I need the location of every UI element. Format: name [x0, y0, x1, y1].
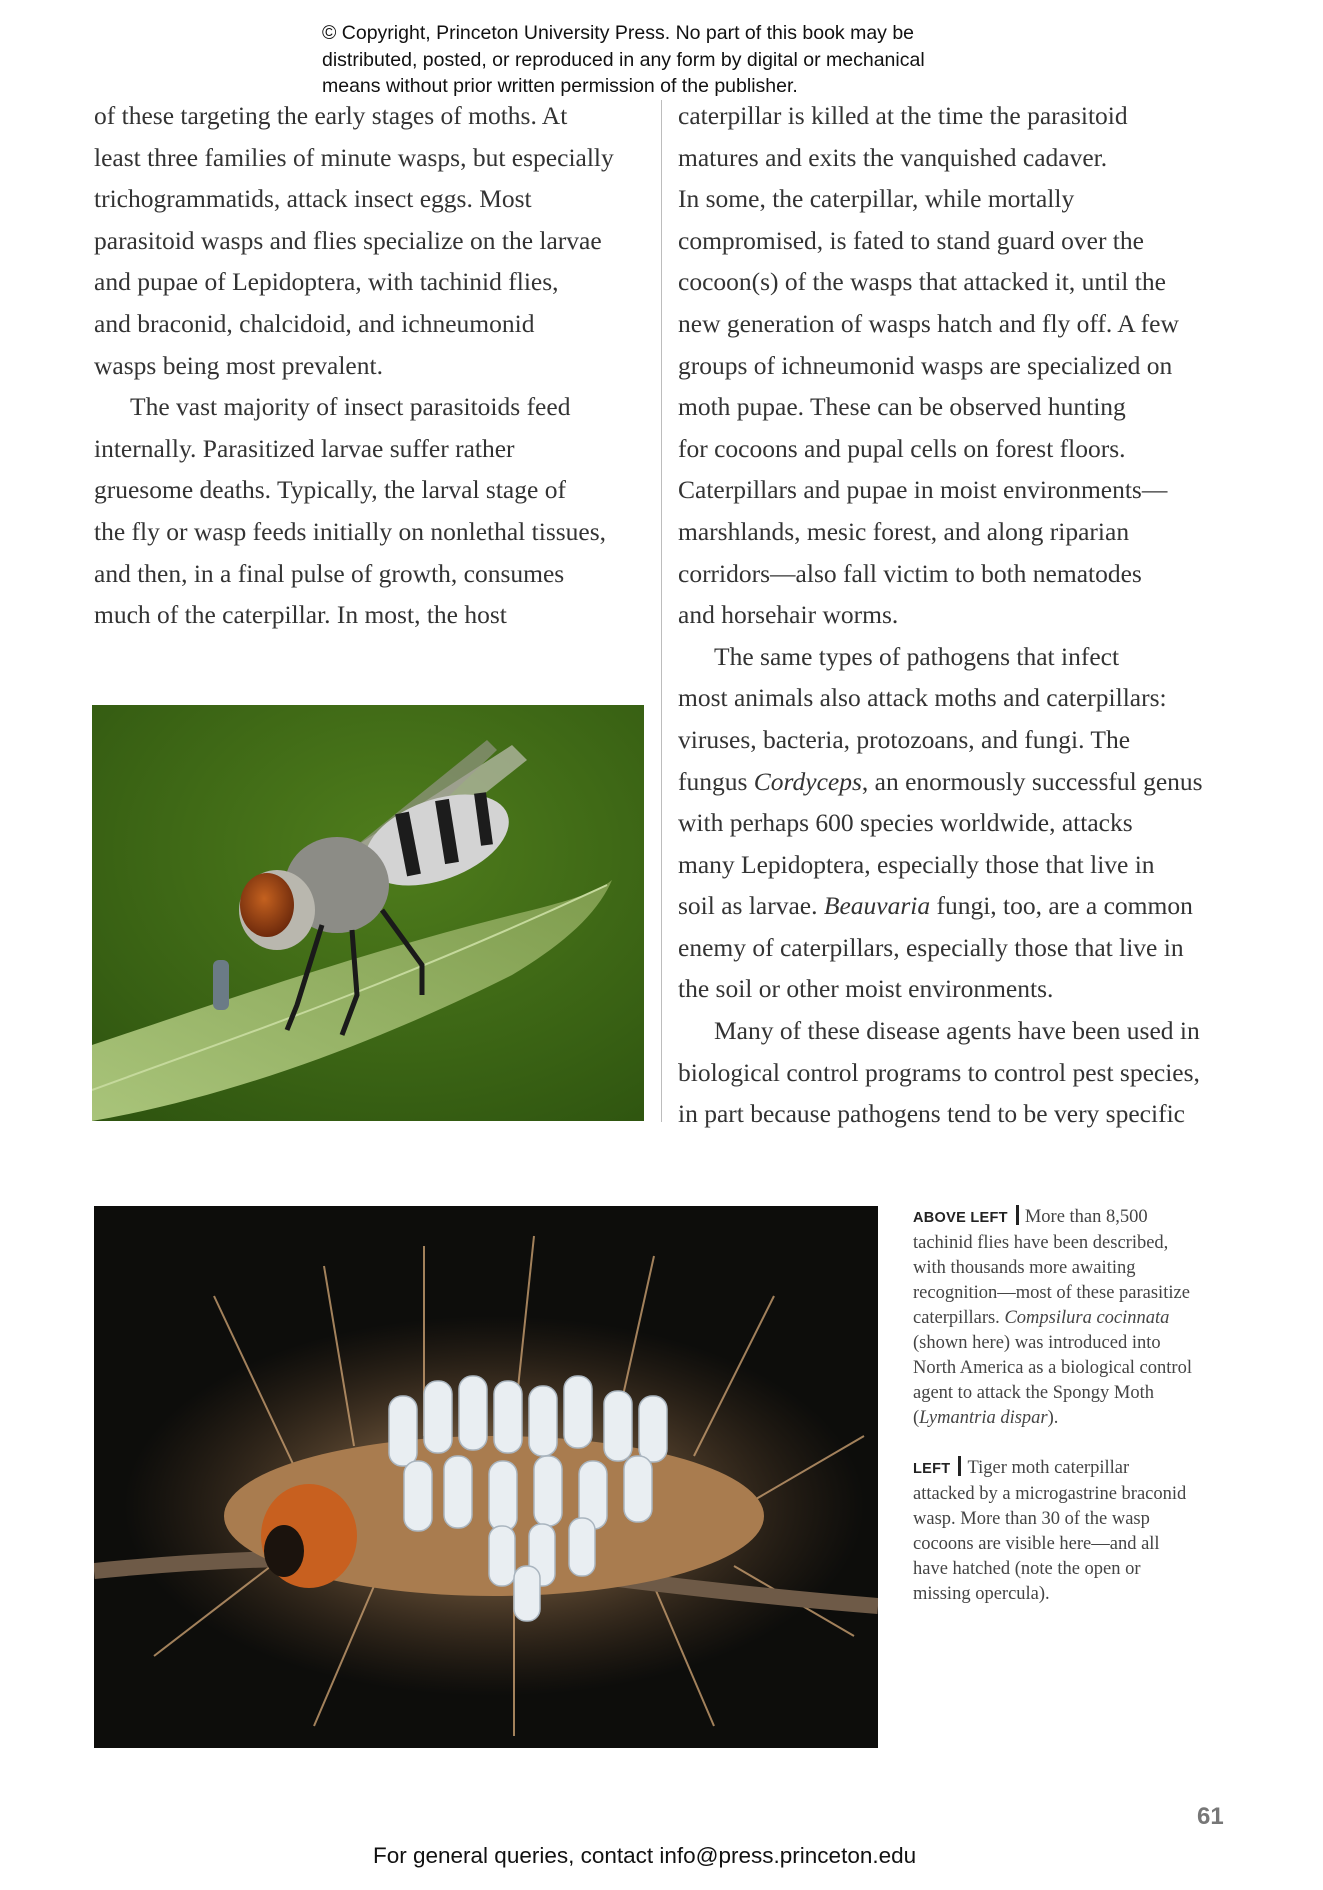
caption-separator	[958, 1456, 961, 1476]
text-line: new generation of wasps hatch and fly off. A few	[678, 308, 1179, 338]
cocoon	[459, 1376, 487, 1450]
text-run: , an enormously successful genus	[861, 766, 1203, 796]
text-run: ).	[1047, 1408, 1059, 1428]
caption-left	[913, 1456, 1233, 1607]
abdomen-band	[442, 800, 452, 863]
tachinid-fly-photo	[92, 705, 644, 1121]
caption-line	[913, 1306, 1233, 1331]
species-name: Compsilura cocinnata	[1004, 1308, 1170, 1328]
copyright-line: distributed, posted, or reproduced in any form by digital or mechanical	[322, 48, 925, 71]
text-run: More than 8,500	[1024, 1207, 1148, 1227]
cocoon	[404, 1461, 432, 1531]
caption-line: with thousands more awaiting	[913, 1258, 1136, 1278]
caption-line: agent to attack the Spongy Moth	[913, 1383, 1154, 1403]
caption-separator	[1016, 1205, 1019, 1225]
genus-name: Cordyceps	[753, 766, 862, 796]
cocoon	[444, 1456, 472, 1528]
text-line: and pupae of Lepidoptera, with tachinid flies,	[94, 267, 559, 297]
text-line: and then, in a final pulse of growth, consumes	[94, 558, 565, 588]
copyright-notice	[322, 20, 1042, 100]
text-line: in part because pathogens tend to be very specific	[678, 1099, 1185, 1129]
text-line: trichogrammatids, attack insect eggs. Most	[94, 184, 532, 214]
text-line: and braconid, chalcidoid, and ichneumonid	[94, 308, 535, 338]
text-run: (	[913, 1408, 920, 1428]
text-line: enemy of caterpillars, especially those that live in	[678, 932, 1184, 962]
text-line: much of the caterpillar. In most, the host	[94, 600, 507, 630]
caption-line: cocoons are visible here—and all	[913, 1534, 1160, 1554]
left-text-column	[94, 95, 654, 636]
text-line: internally. Parasitized larvae suffer rather	[94, 433, 515, 463]
text-line: moth pupae. These can be observed hunting	[678, 392, 1126, 422]
page-number: 61	[1197, 1803, 1224, 1830]
text-line: viruses, bacteria, protozoans, and fungi. The	[678, 724, 1131, 754]
copyright-line: means without prior written permission of the publisher.	[322, 75, 798, 97]
text-run: fungi, too, are a common	[930, 891, 1193, 921]
caption-line: attacked by a microgastrine braconid	[913, 1484, 1187, 1504]
copyright-line: © Copyright, Princeton University Press. No part of this book may be	[322, 22, 915, 44]
text-line: for cocoons and pupal cells on forest floors.	[678, 433, 1126, 463]
caption-line: missing opercula).	[913, 1584, 1050, 1604]
text-line: groups of ichneumonid wasps are specialized on	[678, 350, 1173, 380]
genus-name: Beauvaria	[823, 891, 931, 921]
paragraph	[94, 95, 654, 386]
species-name: Lymantria dispar	[919, 1408, 1048, 1428]
cocoon	[564, 1376, 592, 1448]
text-line: the soil or other moist environments.	[678, 974, 1054, 1004]
text-line: The vast majority of insect parasitoids feed	[130, 392, 571, 422]
cocoon	[489, 1526, 515, 1586]
text-line	[678, 885, 1238, 927]
text-line: cocoon(s) of the wasps that attacked it, until the	[678, 267, 1166, 297]
right-text-column	[678, 95, 1238, 1135]
text-line: marshlands, mesic forest, and along riparian	[678, 516, 1130, 546]
paragraph	[678, 636, 1238, 1010]
footer-contact: For general queries, contact info@press.princeton.edu	[373, 1843, 917, 1868]
fly-proboscis	[213, 960, 229, 1010]
caption-label: ABOVE LEFT	[913, 1210, 1008, 1226]
photo-captions	[913, 1205, 1233, 1632]
caption-label: LEFT	[913, 1461, 951, 1477]
cocoon	[604, 1391, 632, 1461]
text-line: parasitoid wasps and flies specialize on the larvae	[94, 225, 602, 255]
paragraph	[678, 95, 1238, 636]
text-run: Tiger moth caterpillar	[967, 1458, 1130, 1478]
cocoon	[529, 1386, 557, 1456]
caption-line: (shown here) was introduced into	[913, 1333, 1161, 1353]
text-line: matures and exits the vanquished cadaver.	[678, 142, 1108, 172]
text-line: The same types of pathogens that infect	[714, 641, 1120, 671]
text-run: fungus	[678, 766, 754, 796]
column-divider	[661, 100, 662, 1122]
text-line: corridors—also fall victim to both nematodes	[678, 558, 1142, 588]
text-line: and horsehair worms.	[678, 600, 899, 630]
text-line: wasps being most prevalent.	[94, 350, 383, 380]
cocoon	[494, 1381, 522, 1453]
caption-above-left	[913, 1205, 1233, 1431]
cocoon	[514, 1566, 540, 1621]
cocoon	[534, 1456, 562, 1526]
cocoon	[624, 1456, 652, 1522]
cocoon	[639, 1396, 667, 1462]
cocoon	[489, 1461, 517, 1531]
paragraph	[94, 386, 654, 636]
caption-line: have hatched (note the open or	[913, 1559, 1141, 1579]
text-line	[678, 761, 1238, 803]
cocoon	[569, 1518, 595, 1576]
text-line: compromised, is fated to stand guard over the	[678, 225, 1144, 255]
text-line: with perhaps 600 species worldwide, attacks	[678, 808, 1133, 838]
text-line: biological control programs to control pest species,	[678, 1057, 1200, 1087]
text-run: soil as larvae.	[678, 891, 824, 921]
abdomen-band	[480, 793, 487, 845]
text-line: of these targeting the early stages of moths. At	[94, 101, 568, 130]
text-line: least three families of minute wasps, but especially	[94, 142, 614, 172]
paragraph	[678, 1010, 1238, 1135]
text-line: Caterpillars and pupae in moist environments—	[678, 475, 1168, 505]
text-line: caterpillar is killed at the time the parasitoid	[678, 101, 1128, 130]
text-line: most animals also attack moths and caterpillars:	[678, 683, 1167, 713]
caption-line	[913, 1205, 1233, 1231]
caterpillar-face	[264, 1525, 304, 1577]
text-line: the fly or wasp feeds initially on nonlethal tissues,	[94, 516, 607, 546]
caption-line	[913, 1406, 1233, 1431]
caterpillar-cocoons-photo	[94, 1206, 878, 1748]
text-line: Many of these disease agents have been used in	[714, 1016, 1200, 1046]
caption-line: recognition—most of these parasitize	[913, 1283, 1190, 1303]
text-line: In some, the caterpillar, while mortally	[678, 184, 1075, 214]
text-line: many Lepidoptera, especially those that live in	[678, 849, 1155, 879]
cocoon	[389, 1396, 417, 1466]
text-run: caterpillars.	[913, 1308, 1005, 1328]
text-line: gruesome deaths. Typically, the larval stage of	[94, 475, 566, 505]
caption-line: wasp. More than 30 of the wasp	[913, 1509, 1150, 1529]
caption-line	[913, 1456, 1233, 1482]
cocoon	[424, 1381, 452, 1453]
caption-line: tachinid flies have been described,	[913, 1233, 1169, 1253]
caption-line: North America as a biological control	[913, 1358, 1192, 1378]
fly-eye	[240, 873, 294, 937]
